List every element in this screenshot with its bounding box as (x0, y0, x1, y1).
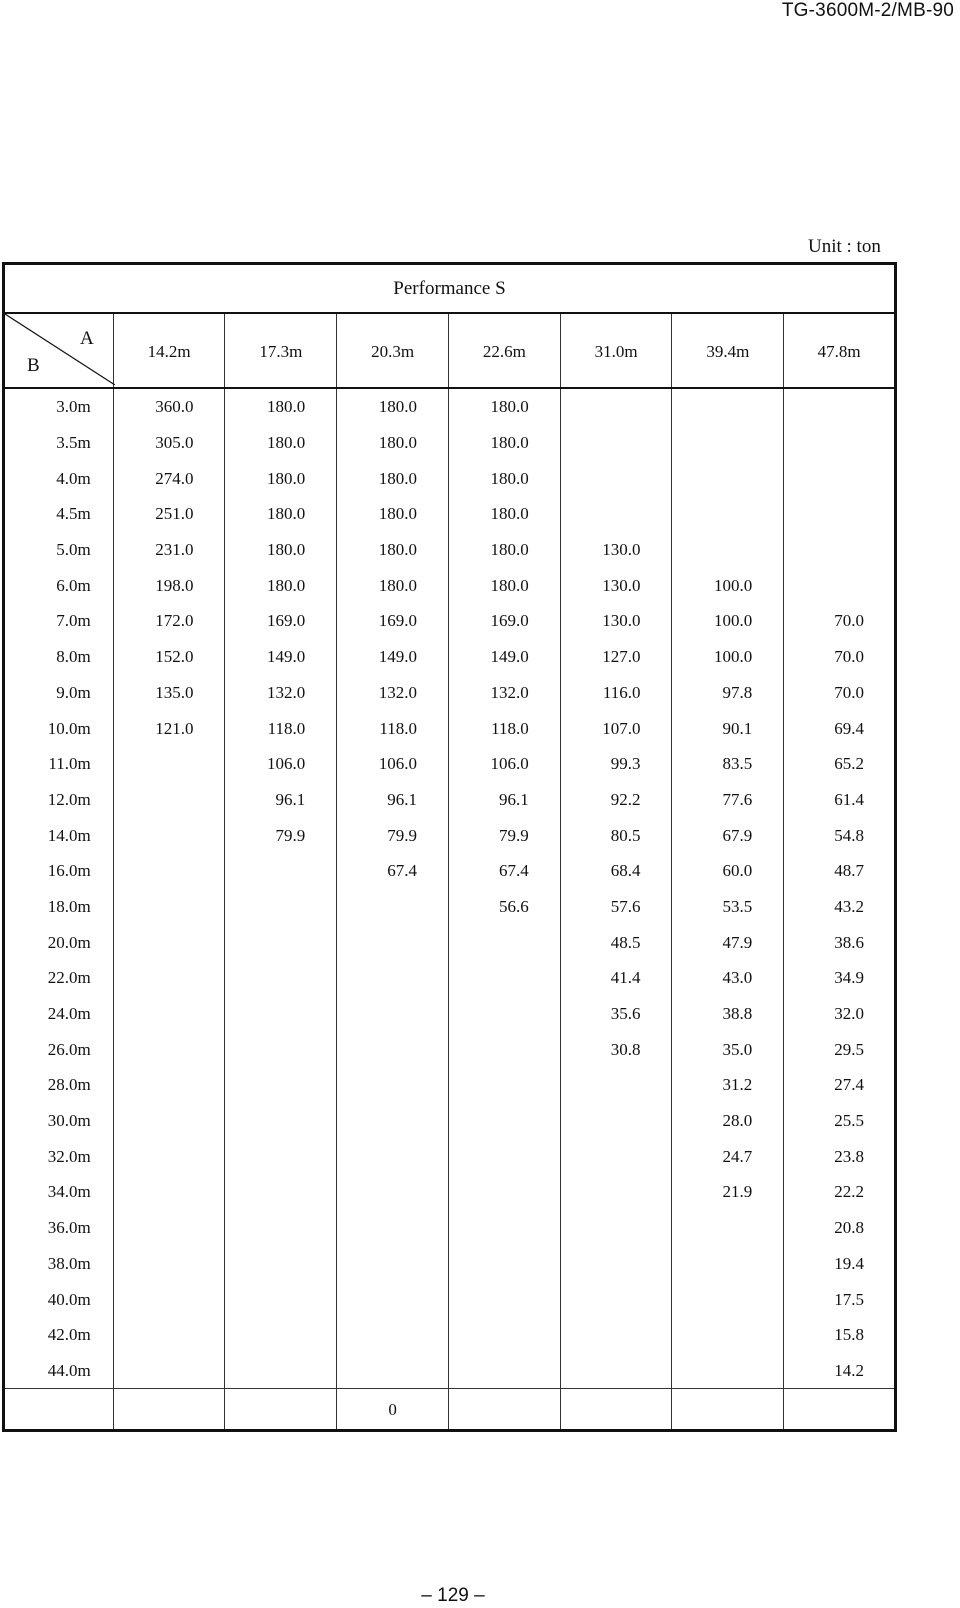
radius-cell: 4.5m (4, 496, 114, 532)
load-cell: 180.0 (337, 532, 449, 568)
load-cell: 152.0 (113, 639, 225, 675)
load-cell (225, 1317, 337, 1353)
load-cell (337, 1317, 449, 1353)
performance-table (2, 262, 897, 1432)
load-cell (225, 1031, 337, 1067)
footer-empty-cell (225, 1389, 337, 1431)
load-cell (337, 889, 449, 925)
load-cell (448, 1138, 560, 1174)
load-cell: 100.0 (672, 603, 784, 639)
table-row (4, 924, 896, 960)
load-cell: 180.0 (225, 532, 337, 568)
load-cell: 100.0 (672, 639, 784, 675)
load-cell: 132.0 (225, 675, 337, 711)
load-cell (672, 532, 784, 568)
load-cell: 35.6 (560, 996, 672, 1032)
load-cell: 132.0 (337, 675, 449, 711)
radius-cell: 24.0m (4, 996, 114, 1032)
load-cell: 149.0 (448, 639, 560, 675)
load-cell: 14.2 (784, 1353, 896, 1389)
table-row (4, 1031, 896, 1067)
load-cell: 106.0 (448, 746, 560, 782)
load-cell: 180.0 (225, 460, 337, 496)
load-cell: 118.0 (337, 710, 449, 746)
load-cell (448, 1031, 560, 1067)
load-cell (113, 1103, 225, 1139)
table-row (4, 1138, 896, 1174)
load-cell: 130.0 (560, 532, 672, 568)
load-cell: 169.0 (337, 603, 449, 639)
radius-cell: 22.0m (4, 960, 114, 996)
load-cell: 28.0 (672, 1103, 784, 1139)
table-row (4, 889, 896, 925)
load-cell (113, 1246, 225, 1282)
load-cell (113, 1174, 225, 1210)
table-row (4, 1281, 896, 1317)
table-row (4, 996, 896, 1032)
radius-cell: 44.0m (4, 1353, 114, 1389)
load-cell (448, 1317, 560, 1353)
table-row (4, 1067, 896, 1103)
table-row (4, 1174, 896, 1210)
radius-cell: 8.0m (4, 639, 114, 675)
load-cell: 169.0 (448, 603, 560, 639)
load-cell (337, 1031, 449, 1067)
load-cell: 70.0 (784, 675, 896, 711)
load-cell: 38.6 (784, 924, 896, 960)
load-cell (113, 924, 225, 960)
table-row (4, 532, 896, 568)
radius-cell: 12.0m (4, 782, 114, 818)
radius-cell: 30.0m (4, 1103, 114, 1139)
load-cell (225, 1210, 337, 1246)
table-row (4, 388, 896, 425)
load-cell (337, 1246, 449, 1282)
boom-length-header: 31.0m (560, 313, 672, 388)
boom-length-header: 17.3m (225, 313, 337, 388)
radius-cell: 9.0m (4, 675, 114, 711)
load-cell: 19.4 (784, 1246, 896, 1282)
load-cell: 32.0 (784, 996, 896, 1032)
radius-cell: 11.0m (4, 746, 114, 782)
load-cell (448, 1174, 560, 1210)
load-cell: 20.8 (784, 1210, 896, 1246)
load-cell (672, 388, 784, 425)
corner-cell (4, 313, 114, 388)
load-cell (337, 1067, 449, 1103)
load-cell: 251.0 (113, 496, 225, 532)
load-cell: 97.8 (672, 675, 784, 711)
load-cell: 48.5 (560, 924, 672, 960)
load-cell: 107.0 (560, 710, 672, 746)
load-cell (113, 1031, 225, 1067)
load-cell (113, 1067, 225, 1103)
load-cell: 57.6 (560, 889, 672, 925)
boom-length-header: 22.6m (448, 313, 560, 388)
load-cell: 80.5 (560, 817, 672, 853)
table-row (4, 425, 896, 461)
load-cell (225, 1246, 337, 1282)
table-row (4, 853, 896, 889)
load-cell: 180.0 (448, 532, 560, 568)
boom-length-header: 20.3m (337, 313, 449, 388)
load-cell: 79.9 (225, 817, 337, 853)
load-cell (337, 1281, 449, 1317)
table-row (4, 1246, 896, 1282)
load-cell: 135.0 (113, 675, 225, 711)
load-cell: 41.4 (560, 960, 672, 996)
load-cell: 22.2 (784, 1174, 896, 1210)
unit-label: Unit : ton (808, 236, 881, 257)
load-cell: 132.0 (448, 675, 560, 711)
table-row (4, 1103, 896, 1139)
radius-cell: 7.0m (4, 603, 114, 639)
table-row (4, 603, 896, 639)
table-row (4, 675, 896, 711)
load-cell: 106.0 (337, 746, 449, 782)
load-cell (784, 425, 896, 461)
load-cell (113, 782, 225, 818)
radius-cell: 18.0m (4, 889, 114, 925)
table-title-row (4, 264, 896, 314)
table-footer-row (4, 1389, 896, 1431)
load-cell: 67.9 (672, 817, 784, 853)
radius-cell: 10.0m (4, 710, 114, 746)
boom-length-header: 14.2m (113, 313, 225, 388)
performance-table-body (4, 264, 896, 1431)
load-cell (113, 853, 225, 889)
table-row (4, 710, 896, 746)
load-cell: 360.0 (113, 388, 225, 425)
load-cell: 121.0 (113, 710, 225, 746)
load-cell (337, 924, 449, 960)
load-cell: 180.0 (225, 388, 337, 425)
load-cell (113, 1138, 225, 1174)
corner-label-b: B (27, 355, 40, 376)
load-cell (113, 889, 225, 925)
footer-empty-cell (113, 1389, 225, 1431)
footer-empty-cell (4, 1389, 114, 1431)
load-cell: 180.0 (337, 460, 449, 496)
load-cell (113, 746, 225, 782)
load-cell (113, 1210, 225, 1246)
table-row (4, 496, 896, 532)
load-cell (113, 996, 225, 1032)
load-cell (225, 889, 337, 925)
load-cell (225, 853, 337, 889)
radius-cell: 6.0m (4, 567, 114, 603)
load-cell (672, 425, 784, 461)
load-cell (560, 460, 672, 496)
load-cell (560, 1174, 672, 1210)
radius-cell: 28.0m (4, 1067, 114, 1103)
load-cell (560, 1210, 672, 1246)
table-header-row (4, 313, 896, 388)
load-cell (784, 567, 896, 603)
table-row (4, 817, 896, 853)
load-cell: 17.5 (784, 1281, 896, 1317)
radius-cell: 4.0m (4, 460, 114, 496)
load-cell (560, 1246, 672, 1282)
load-cell: 43.0 (672, 960, 784, 996)
load-cell (560, 1317, 672, 1353)
load-cell: 180.0 (337, 496, 449, 532)
load-cell: 118.0 (225, 710, 337, 746)
load-cell: 27.4 (784, 1067, 896, 1103)
footer-empty-cell (560, 1389, 672, 1431)
load-cell (225, 1174, 337, 1210)
footer-value: 0 (337, 1389, 449, 1431)
load-cell (448, 924, 560, 960)
load-cell: 79.9 (448, 817, 560, 853)
load-cell: 116.0 (560, 675, 672, 711)
load-cell: 198.0 (113, 567, 225, 603)
load-cell (113, 1317, 225, 1353)
load-cell: 172.0 (113, 603, 225, 639)
load-cell: 77.6 (672, 782, 784, 818)
load-cell: 67.4 (337, 853, 449, 889)
load-cell: 54.8 (784, 817, 896, 853)
load-cell: 15.8 (784, 1317, 896, 1353)
radius-cell: 5.0m (4, 532, 114, 568)
load-cell: 305.0 (113, 425, 225, 461)
load-cell (560, 1067, 672, 1103)
load-cell: 65.2 (784, 746, 896, 782)
radius-cell: 36.0m (4, 1210, 114, 1246)
load-cell: 48.7 (784, 853, 896, 889)
load-cell: 180.0 (448, 388, 560, 425)
table-row (4, 1210, 896, 1246)
table-row (4, 567, 896, 603)
load-cell: 68.4 (560, 853, 672, 889)
radius-cell: 16.0m (4, 853, 114, 889)
load-cell: 29.5 (784, 1031, 896, 1067)
table-title: Performance S (4, 264, 896, 314)
load-cell: 96.1 (448, 782, 560, 818)
load-cell (337, 1210, 449, 1246)
load-cell (672, 460, 784, 496)
load-cell (225, 924, 337, 960)
load-cell: 180.0 (448, 496, 560, 532)
load-cell: 149.0 (225, 639, 337, 675)
load-cell (225, 1138, 337, 1174)
load-cell (113, 1353, 225, 1389)
table-row (4, 960, 896, 996)
load-cell (337, 1103, 449, 1139)
load-cell (560, 425, 672, 461)
load-cell: 180.0 (337, 425, 449, 461)
table-row (4, 460, 896, 496)
load-cell: 99.3 (560, 746, 672, 782)
load-cell (225, 1103, 337, 1139)
radius-cell: 42.0m (4, 1317, 114, 1353)
radius-cell: 26.0m (4, 1031, 114, 1067)
load-cell: 180.0 (225, 496, 337, 532)
load-cell (225, 960, 337, 996)
load-cell: 25.5 (784, 1103, 896, 1139)
load-cell (225, 1353, 337, 1389)
load-cell: 169.0 (225, 603, 337, 639)
load-cell: 118.0 (448, 710, 560, 746)
corner-label-a: A (80, 328, 94, 349)
load-cell (448, 1246, 560, 1282)
load-cell (784, 532, 896, 568)
load-cell (113, 960, 225, 996)
load-cell (560, 1138, 672, 1174)
load-cell: 67.4 (448, 853, 560, 889)
load-cell: 92.2 (560, 782, 672, 818)
load-cell (337, 1174, 449, 1210)
load-cell: 43.2 (784, 889, 896, 925)
table-row (4, 746, 896, 782)
load-cell (672, 1246, 784, 1282)
load-cell (337, 996, 449, 1032)
load-cell (560, 496, 672, 532)
load-cell (225, 1281, 337, 1317)
document-code: TG-3600M-2/MB-90 (781, 0, 954, 21)
load-cell: 106.0 (225, 746, 337, 782)
load-cell: 231.0 (113, 532, 225, 568)
footer-empty-cell (448, 1389, 560, 1431)
table-row (4, 1317, 896, 1353)
boom-length-header: 47.8m (784, 313, 896, 388)
load-cell (672, 1210, 784, 1246)
load-cell: 127.0 (560, 639, 672, 675)
radius-cell: 3.5m (4, 425, 114, 461)
load-cell: 47.9 (672, 924, 784, 960)
load-cell (448, 1281, 560, 1317)
load-cell: 180.0 (448, 425, 560, 461)
boom-length-header: 39.4m (672, 313, 784, 388)
load-cell: 100.0 (672, 567, 784, 603)
load-cell: 83.5 (672, 746, 784, 782)
table-row (4, 639, 896, 675)
load-cell: 180.0 (337, 388, 449, 425)
load-cell: 130.0 (560, 567, 672, 603)
load-cell (448, 1067, 560, 1103)
load-cell: 38.8 (672, 996, 784, 1032)
load-cell (560, 1353, 672, 1389)
load-cell: 60.0 (672, 853, 784, 889)
radius-cell: 34.0m (4, 1174, 114, 1210)
load-cell: 56.6 (448, 889, 560, 925)
load-cell: 23.8 (784, 1138, 896, 1174)
load-cell: 61.4 (784, 782, 896, 818)
load-cell: 21.9 (672, 1174, 784, 1210)
load-cell: 79.9 (337, 817, 449, 853)
load-cell (113, 817, 225, 853)
load-cell: 24.7 (672, 1138, 784, 1174)
load-cell (672, 1353, 784, 1389)
corner-diagonal (5, 314, 115, 385)
load-cell (784, 460, 896, 496)
load-cell: 149.0 (337, 639, 449, 675)
load-cell: 70.0 (784, 603, 896, 639)
load-cell: 70.0 (784, 639, 896, 675)
load-cell (448, 996, 560, 1032)
radius-cell: 38.0m (4, 1246, 114, 1282)
load-cell: 30.8 (560, 1031, 672, 1067)
load-cell: 180.0 (337, 567, 449, 603)
load-cell: 180.0 (448, 567, 560, 603)
load-cell: 180.0 (225, 567, 337, 603)
load-cell (448, 1353, 560, 1389)
table-row (4, 782, 896, 818)
radius-cell: 14.0m (4, 817, 114, 853)
load-cell (560, 388, 672, 425)
load-cell: 274.0 (113, 460, 225, 496)
load-cell (784, 388, 896, 425)
load-cell (784, 496, 896, 532)
load-cell (448, 1103, 560, 1139)
load-cell: 69.4 (784, 710, 896, 746)
load-cell (225, 996, 337, 1032)
load-cell (672, 1281, 784, 1317)
load-cell: 31.2 (672, 1067, 784, 1103)
load-cell: 35.0 (672, 1031, 784, 1067)
load-cell: 34.9 (784, 960, 896, 996)
load-cell: 180.0 (225, 425, 337, 461)
load-cell (672, 496, 784, 532)
load-cell (448, 960, 560, 996)
load-cell: 96.1 (225, 782, 337, 818)
load-cell (560, 1281, 672, 1317)
load-cell (337, 1138, 449, 1174)
footer-empty-cell (784, 1389, 896, 1431)
load-cell (448, 1210, 560, 1246)
load-cell: 90.1 (672, 710, 784, 746)
page-number: – 129 – (421, 1585, 485, 1606)
load-cell: 53.5 (672, 889, 784, 925)
load-cell (560, 1103, 672, 1139)
load-cell (672, 1317, 784, 1353)
load-cell (337, 1353, 449, 1389)
radius-cell: 3.0m (4, 388, 114, 425)
load-cell: 180.0 (448, 460, 560, 496)
radius-cell: 32.0m (4, 1138, 114, 1174)
radius-cell: 40.0m (4, 1281, 114, 1317)
load-cell: 130.0 (560, 603, 672, 639)
radius-cell: 20.0m (4, 924, 114, 960)
table-row (4, 1353, 896, 1389)
load-cell: 96.1 (337, 782, 449, 818)
load-cell (225, 1067, 337, 1103)
footer-empty-cell (672, 1389, 784, 1431)
load-cell (337, 960, 449, 996)
load-cell (113, 1281, 225, 1317)
